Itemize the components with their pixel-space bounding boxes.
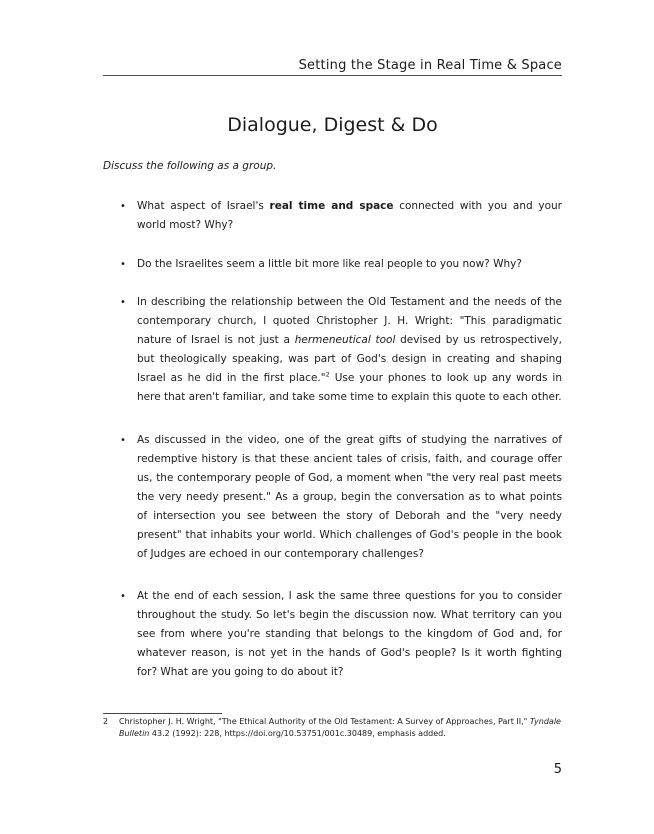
question-item [120, 197, 562, 235]
header-rule [103, 75, 562, 76]
question-text-part: What aspect of Israel's [137, 200, 270, 212]
intro-instruction: Discuss the following as a group. [103, 160, 277, 172]
page-title: Dialogue, Digest & Do [227, 114, 438, 136]
question-text: As discussed in the video, one of the great gifts of studying the narratives of redemptive history is that these ancient tales of crisis, faith, and courage offer us, the contemporary people of God, a moment when "the very real past meets the very needy present." As a group, begin the conversation as to what points of intersection you see between the story of Deborah and the "very needy present" that inhabits your world. Which challenges of God's people in the book of Judges are echoed in our contemporary challenges? [137, 434, 562, 560]
footnote-text [119, 716, 562, 740]
question-item [120, 587, 562, 682]
running-header: Setting the Stage in Real Time & Space [298, 58, 562, 73]
question-text: Do the Israelites seem a little bit more like real people to you now? Why? [137, 258, 522, 270]
question-text [137, 197, 562, 235]
question-item [120, 255, 562, 274]
question-text [137, 293, 562, 407]
question-italic: hermeneutical tool [294, 334, 396, 346]
question-text-part: Use your phones to look up any words in here that aren't familiar, and take some time to explain this quote to each other. [137, 372, 562, 403]
bullet-icon: • [120, 259, 126, 270]
bullet-icon: • [120, 297, 126, 308]
bullet-icon: • [120, 591, 126, 602]
question-text-part: devised by us retrospectively, but theologically speaking, was part of God's design in creating and shaping Israel as he did in the first place." [137, 334, 562, 384]
bullet-icon: • [120, 435, 126, 446]
footnote-rule [103, 713, 222, 714]
question-text: At the end of each session, I ask the same three questions for you to consider throughout the study. So let's begin the discussion now. What territory can you see from where you're standing that belongs to the kingdom of God and, for whatever reason, is not yet in the hands of God's people? Is it worth fighting for? What are you going to do about it? [137, 590, 562, 678]
footnote-reference: 2 [325, 370, 330, 379]
page-number: 5 [553, 762, 562, 777]
footnote-text-part: Christopher J. H. Wright, "The Ethical Authority of the Old Testament: A Survey of Approaches, Part II," [119, 717, 530, 726]
question-text-part: connected with you and your world most? Why? [137, 200, 562, 231]
footnote [103, 716, 562, 740]
footnote-number: 2 [103, 717, 109, 726]
footnote-journal: Tyndale Bulletin [119, 717, 561, 738]
question-item [120, 431, 562, 564]
bullet-icon: • [120, 201, 126, 212]
footnote-text-part: 43.2 (1992): 228, https://doi.org/10.53751/001c.30489, emphasis added. [149, 729, 446, 738]
question-item [120, 293, 562, 407]
question-emphasis: real time and space [269, 200, 394, 212]
question-text-part: In describing the relationship between the Old Testament and the needs of the contemporary church, I quoted Christopher J. H. Wright: "This paradigmatic nature of Israel is not just a [137, 296, 562, 346]
